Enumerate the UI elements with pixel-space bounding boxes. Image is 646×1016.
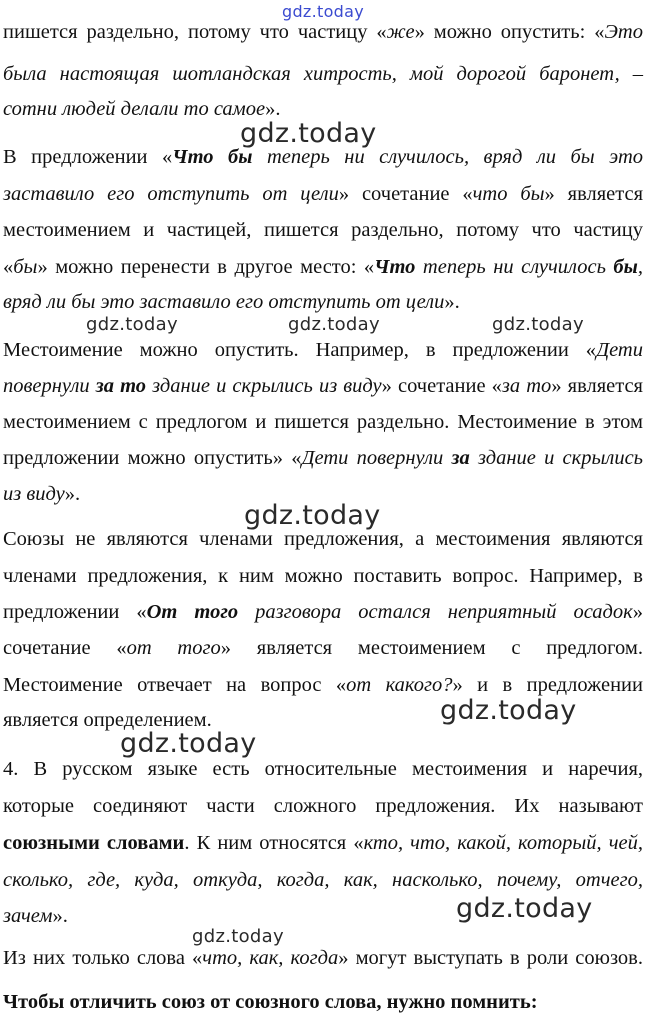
watermark: gdz.today	[244, 500, 381, 531]
watermark: gdz.today	[440, 695, 577, 726]
watermark: gdz.today	[192, 926, 284, 947]
text-line: зачем».	[3, 905, 68, 927]
watermark: gdz.today	[240, 118, 377, 149]
text-line: является определением.	[3, 709, 212, 731]
text-line: сочетание «от того» является местоимением с предлогом.	[3, 637, 644, 659]
text-line: сколько, где, куда, откуда, когда, как, насколько, почему, отчего,	[3, 869, 643, 891]
watermark: gdz.today	[120, 728, 257, 759]
watermark: gdz.today	[456, 893, 593, 924]
text-line: была настоящая шотландская хитрость, мой дорогой баронет, –	[3, 63, 643, 85]
text-line: местоимением и частицей, пишется раздельно, потому что частицу	[3, 219, 643, 241]
text-line: предложении можно опустить» «Дети повернули за здание и скрылись	[3, 447, 643, 469]
text-line: заставило его отступить от цели» сочетание «что бы» является	[3, 183, 643, 205]
watermark-top: gdz.today	[282, 2, 364, 21]
text-line: Местоимение отвечает на вопрос «от какого?» и в предложении	[3, 674, 643, 696]
text-line: Из них только слова «что, как, когда» могут выступать в роли союзов.	[3, 947, 643, 969]
text-line: членами предложения, к ним можно поставить вопрос. Например, в	[3, 565, 643, 587]
watermark: gdz.today	[492, 314, 584, 335]
watermark: gdz.today	[86, 314, 178, 335]
text-line: Местоимение можно опустить. Например, в предложении «Дети	[3, 339, 643, 361]
text-line: В предложении «Что бы теперь ни случилось, вряд ли бы это	[3, 146, 644, 168]
text-line: Союзы не являются членами предложения, а местоимения являются	[3, 528, 643, 550]
text-line: «бы» можно перенести в другое место: «Что теперь ни случилось бы,	[3, 256, 644, 278]
text-line: которые соединяют части сложного предложения. Их называют	[3, 795, 643, 817]
text-line: из виду».	[3, 483, 81, 505]
text-line: вряд ли бы это заставило его отступить от цели».	[3, 291, 460, 313]
text-line: повернули за то здание и скрылись из виду» сочетание «за то» является	[3, 375, 643, 397]
watermark: gdz.today	[288, 314, 380, 335]
text-line: союзными словами. К ним относятся «кто, что, какой, который, чей,	[3, 832, 643, 854]
text-line: сотни людей делали то самое».	[3, 98, 281, 120]
text-line: 4. В русском языке есть относительные местоимения и наречия,	[3, 758, 643, 780]
text-line: местоимением с предлогом и пишется раздельно. Местоимение в этом	[3, 411, 643, 433]
text-line: пишется раздельно, потому что частицу «же» можно опустить: «Это	[3, 21, 643, 43]
text-line: предложении «От того разговора остался неприятный осадок»	[3, 601, 643, 623]
text-line: Чтобы отличить союз от союзного слова, нужно помнить:	[3, 991, 538, 1013]
